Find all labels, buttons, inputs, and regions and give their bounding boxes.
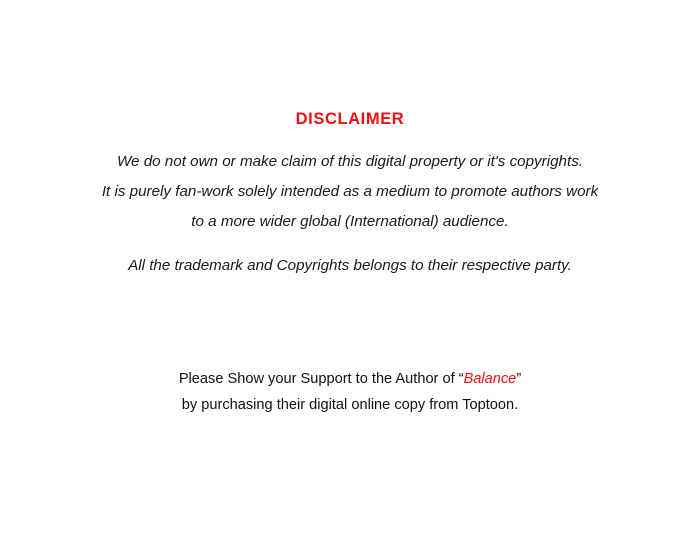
work-title: Balance bbox=[463, 371, 517, 387]
disclaimer-line-4: All the trademark and Copyrights belongs to their respective party. bbox=[128, 257, 572, 274]
support-line-1 bbox=[0, 366, 700, 392]
support-line-2: by purchasing their digital online copy from Toptoon. bbox=[181, 397, 519, 413]
disclaimer-line-3: to a more wider global (International) audience. bbox=[191, 213, 509, 230]
support-line-1-prefix: Please Show your Support to the Author of “ bbox=[178, 371, 464, 387]
support-text-block bbox=[0, 366, 700, 418]
disclaimer-line-1: We do not own or make claim of this digital property or it's copyrights. bbox=[116, 153, 584, 170]
support-line-1-suffix: ” bbox=[516, 371, 522, 387]
disclaimer-line-2: It is purely fan-work solely intended as a medium to promote authors work bbox=[101, 183, 599, 200]
disclaimer-text-block bbox=[0, 147, 700, 281]
page-title: DISCLAIMER bbox=[295, 110, 405, 128]
